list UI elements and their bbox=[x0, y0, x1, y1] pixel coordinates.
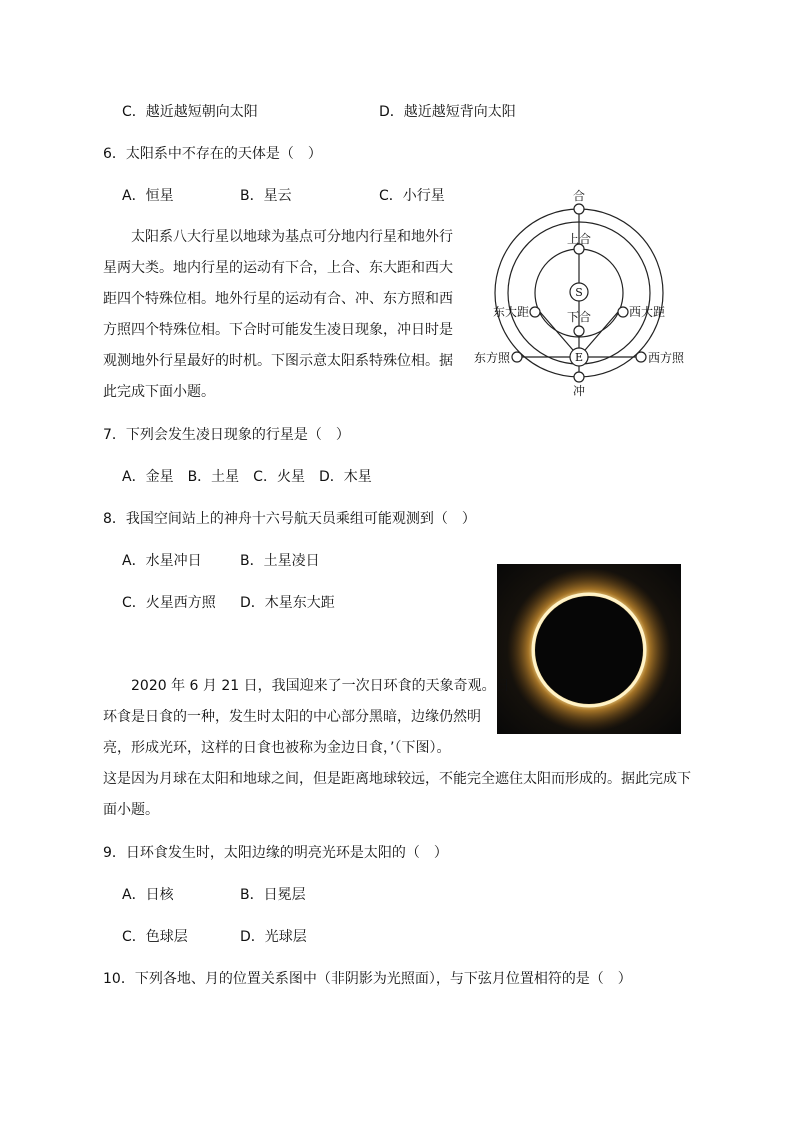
q10-stem: 10．下列各地、月的位置关系图中（非阴影为光照面），与下弦月位置相符的是（ ） bbox=[103, 971, 632, 987]
planet-he bbox=[574, 204, 584, 214]
planet-dongdaju bbox=[530, 307, 540, 317]
label-xiahe: 下合 bbox=[566, 310, 592, 324]
label-shanghe: 上合 bbox=[566, 232, 592, 246]
label-earth: E bbox=[574, 351, 584, 364]
q6-option-c: C．小行星 bbox=[379, 188, 445, 204]
q6-option-a: A．恒星 bbox=[122, 188, 174, 204]
q8-option-b: B．土星凌日 bbox=[240, 553, 320, 569]
q8-stem: 8．我国空间站上的神舟十六号航天员乘组可能观测到（ ） bbox=[103, 511, 476, 527]
label-he: 合 bbox=[572, 189, 586, 203]
q6-stem: 6．太阳系中不存在的天体是（ ） bbox=[103, 146, 322, 162]
passage-1-line: 方照四个特殊位相。下合时可能发生凌日现象，冲日时是 bbox=[103, 322, 453, 338]
passage-1-line: 此完成下面小题。 bbox=[103, 384, 215, 400]
passage-2 bbox=[103, 671, 703, 826]
label-dongdaju: 东大距 bbox=[492, 305, 529, 319]
planet-dongfangzhao bbox=[512, 352, 522, 362]
planet-chong bbox=[574, 372, 584, 382]
planet-xidaju bbox=[618, 307, 628, 317]
q9-stem: 9．日环食发生时，太阳边缘的明亮光环是太阳的（ ） bbox=[103, 845, 448, 861]
label-dongfangzhao: 东方照 bbox=[473, 351, 510, 365]
q8-option-d: D．木星东大距 bbox=[240, 595, 335, 611]
label-xifangzhao: 西方照 bbox=[648, 351, 685, 365]
passage-2-line: 面小题。 bbox=[103, 802, 159, 818]
q9-option-c: C．色球层 bbox=[122, 929, 188, 945]
q9-option-d: D．光球层 bbox=[240, 929, 307, 945]
planetary-phases-diagram bbox=[466, 184, 690, 400]
label-chong: 冲 bbox=[572, 384, 586, 398]
passage-1 bbox=[103, 222, 453, 408]
label-xidaju: 西大距 bbox=[629, 305, 666, 319]
planet-xiahe bbox=[574, 326, 584, 336]
q8-option-a: A．水星冲日 bbox=[122, 553, 202, 569]
q7-stem: 7．下列会发生凌日现象的行星是（ ） bbox=[103, 427, 350, 443]
q9-option-b: B．日冕层 bbox=[240, 887, 306, 903]
q5-option-c: C．越近越短朝向太阳 bbox=[122, 104, 258, 120]
passage-1-line: 距四个特殊位相。地外行星的运动有合、冲、东方照和西 bbox=[103, 291, 453, 307]
planet-xifangzhao bbox=[636, 352, 646, 362]
passage-2-line: 2020 年 6 月 21 日，我国迎来了一次日环食的天象奇观。日 bbox=[131, 678, 510, 694]
q8-option-c: C．火星西方照 bbox=[122, 595, 216, 611]
label-sun: S bbox=[575, 286, 583, 299]
passage-2-line: 亮，形成光环，这样的日食也被称为金边日食，’（下图）。 bbox=[103, 740, 451, 756]
q6-option-b: B．星云 bbox=[240, 188, 292, 204]
q7-options: A．金星 B．土星 C．火星 D．木星 bbox=[122, 469, 372, 485]
passage-2-line: 这是因为月球在太阳和地球之间，但是距离地球较远，不能完全遮住太阳而形成的。据此完成下 bbox=[103, 771, 691, 787]
q5-option-d: D．越近越短背向太阳 bbox=[379, 104, 516, 120]
passage-2-line: 环食是日食的一种，发生时太阳的中心部分黑暗，边缘仍然明 bbox=[103, 709, 481, 725]
q9-option-a: A．日核 bbox=[122, 887, 174, 903]
passage-1-line: 观测地外行星最好的时机。下图示意太阳系特殊位相。据 bbox=[103, 353, 453, 369]
passage-1-line: 星两大类。地内行星的运动有下合，上合、东大距和西大 bbox=[103, 260, 453, 276]
passage-1-line: 太阳系八大行星以地球为基点可分地内行星和地外行 bbox=[131, 229, 453, 245]
